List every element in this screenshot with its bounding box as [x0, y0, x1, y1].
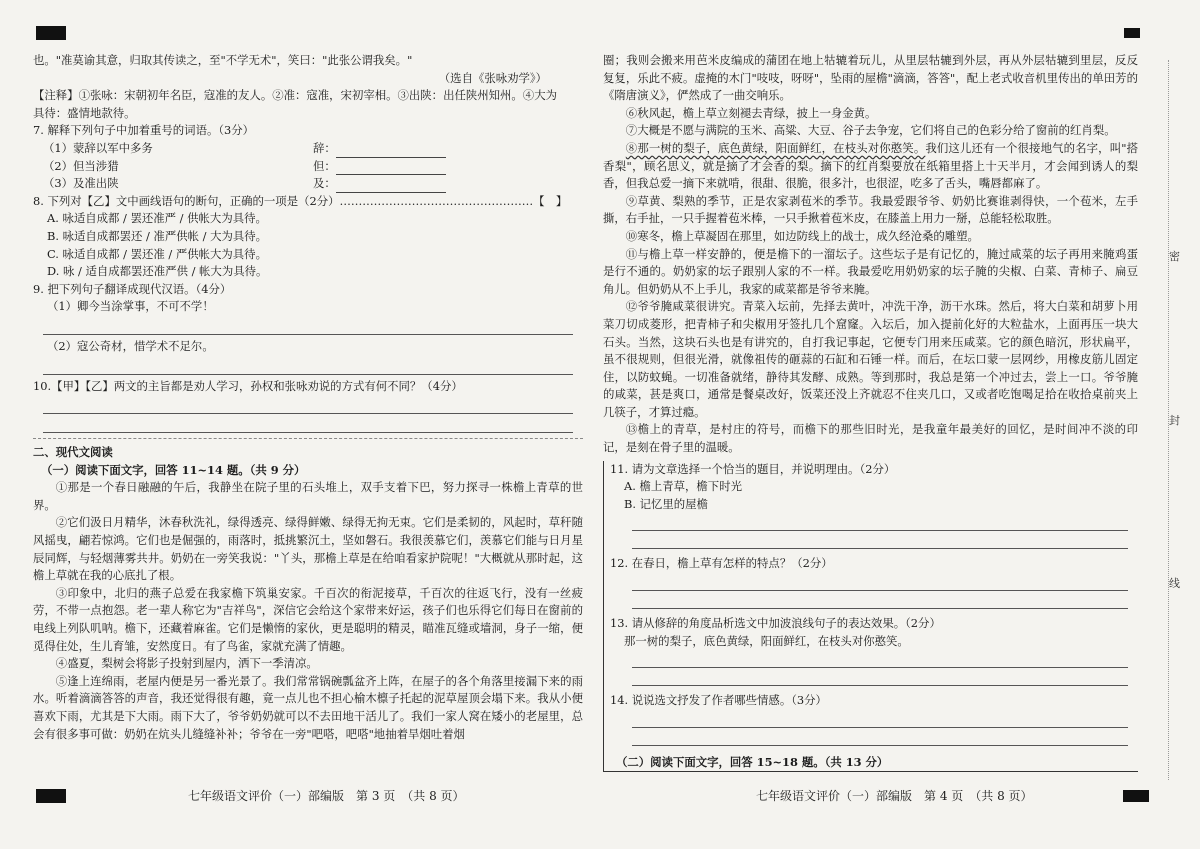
- answer-line[interactable]: [632, 671, 1128, 686]
- q7-item: [33, 140, 583, 158]
- answer-line[interactable]: [43, 399, 573, 414]
- paragraph-8-rest: 我们这儿还有一个很接地气的名字，叫"搭香梨"，顾名思义，就是摘了才会香的梨。摘下的红肖梨要放在纸箱里搭上十天半月，才会闻到诱人的梨香，但我总爱一摘下来就啃，很甜、很脆，很多汁，也很涩，吃多了舌头，嘴唇都麻了。: [603, 140, 1138, 191]
- passage-paragraph: 圈；我则会搬来用芭米皮编成的蒲团在地上牯辘着玩儿，从里层牯辘到外层，再从外层牯辘到里层，反反复复，乐此不疲。虚掩的木门"吱吱，呀呀"，坠雨的屋檐"滴滴，答答"，配上老式收音机里传出的单田芳的《隋唐演义》，俨然成了一曲交响乐。: [603, 53, 1138, 103]
- exam-page-3: [33, 52, 583, 780]
- question-7-title: 7. 解释下列句子中加着重号的词语。（3分）: [33, 123, 255, 138]
- q13-quote: 那一树的梨子，底色黄绿，阳面鲜红，在枝头对你憨笑。: [624, 633, 909, 648]
- binding-strip: [1145, 40, 1190, 800]
- note-line: 具待：盛情地款待。: [33, 105, 136, 120]
- question-14-title: 14. 说说选文抒发了作者哪些情感。（3分）: [610, 693, 827, 708]
- q8-option-b[interactable]: B. 咏适自成都罢还 / 准严供帐 / 大为具待。: [47, 228, 268, 243]
- question-8-title: 8. 下列对【乙】文中画线语句的断句，正确的一项是（2分）……………………………………………【 】: [33, 193, 568, 208]
- page-3-footer: 七年级语文评价（一）部编版 第 3 页 （共 8 页）: [188, 789, 465, 803]
- passage-paragraph-8: [603, 140, 1138, 193]
- wavy-underlined-sentence: ⑧那一树的梨子，底色黄绿，阳面鲜红，在枝头对你憨笑。: [625, 140, 926, 155]
- binding-char: 线: [1169, 577, 1180, 590]
- passage-paragraph: ⑬檐上的青草，是村庄的符号，而檐下的那些旧时光，是我童年最美好的回忆，是时间冲不淡的印记，是刻在骨子里的温暖。: [603, 422, 1138, 455]
- question-9-title: 9. 把下列句子翻译成现代汉语。（4分）: [33, 281, 232, 296]
- section-2-heading: 二、现代文阅读: [33, 445, 113, 460]
- answer-line[interactable]: [43, 418, 573, 433]
- registration-mark-top-right: [1124, 28, 1140, 38]
- answer-line[interactable]: [632, 534, 1128, 549]
- answer-line[interactable]: [632, 516, 1128, 531]
- exam-page-4: [603, 52, 1138, 780]
- answer-blank[interactable]: [336, 162, 446, 175]
- q11-option-b[interactable]: B. 记忆里的屋檐: [624, 496, 708, 511]
- passage-paragraph: ⑪与檐上草一样安静的，便是檐下的一溜坛子。这些坛子是有记忆的，腌过咸菜的坛子再用来腌鸡蛋是行不通的。奶奶家的坛子跟别人家的不一样。我最爱吃用奶奶家的坛子腌的尖椒、白菜、青柿子、扁豆角儿。但奶奶从不上手儿，我家的咸菜都是爷爷来腌。: [603, 246, 1138, 296]
- answer-line[interactable]: [632, 731, 1128, 746]
- question-13-title: 13. 请从修辞的角度品析选文中加波浪线句子的表达效果。（2分）: [610, 616, 941, 631]
- q9-sentence-1: （1）卿今当涂掌事，不可不学！: [47, 299, 214, 314]
- answer-blank[interactable]: [336, 145, 446, 158]
- section-divider: [33, 438, 583, 439]
- answer-line[interactable]: [43, 320, 573, 335]
- q8-option-a[interactable]: A. 咏适自成都 / 罢还准严 / 供帐大为具待。: [47, 211, 267, 226]
- passage-paragraph: ⑨草黄、梨熟的季节，正是农家剥苞米的季节。我最爱跟爷爷、奶奶比赛谁剥得快，一个苞米，左手撕，右手扯，一只手握着苞米棒，一只手揪着苞米皮，在膝盖上用力一掰，总能轻松取胜。: [603, 193, 1138, 226]
- q9-sentence-2: （2）寇公奇材，惜学术不足尔。: [47, 338, 214, 353]
- q7-word: 及：: [313, 176, 336, 191]
- answer-blank[interactable]: [336, 180, 446, 193]
- question-12-title: 12. 在春日，檐上草有怎样的特点？（2分）: [610, 556, 833, 571]
- q7-item: [33, 175, 583, 193]
- subsection-1-heading: （一）阅读下面文字，回答 11~14 题。（共 9 分）: [41, 462, 306, 477]
- answer-line[interactable]: [632, 713, 1128, 728]
- q7-sentence: （2）但当涉猎: [43, 158, 119, 173]
- question-10-title: 10.【甲】【乙】两文的主旨都是劝人学习，孙权和张咏劝说的方式有何不同？（4分）: [33, 378, 463, 393]
- answer-line[interactable]: [632, 576, 1128, 591]
- q7-word: 辞：: [313, 140, 336, 155]
- passage-paragraph: ④盛夏，梨树会将影子投射到屋内，洒下一季清凉。: [55, 656, 318, 671]
- passage-paragraph: ①那是一个春日融融的午后，我静坐在院子里的石头堆上，双手支着下巴，努力探寻一株檐上青草的世界。: [33, 480, 583, 512]
- passage-paragraph: ②它们汲日月精华，沐春秋洗礼，绿得透亮、绿得鲜嫩、绿得无拘无束。它们是柔韧的，风起时，草秆随风摇曳，翩若惊鸿。它们也是倔强的，雨落时，抵挑繁沉土，坚如磐石。我很羡慕它们，羡慕它们能与日月星辰同辉，与轻烟薄雾共井。奶奶在一旁笑我说："丫头，那檐上草是在给咱看家护院呢！"大概就从那时起，这檐上草就在我的心底扎了根。: [33, 515, 583, 583]
- answer-line[interactable]: [632, 653, 1128, 668]
- q8-option-d[interactable]: D. 咏 / 适自成都罢还准严供 / 帐大为具待。: [47, 264, 268, 279]
- passage-paragraph: ⑤逢上连绵雨，老屋内便是另一番光景了。我们常常锅碗瓢盆齐上阵，在屋子的各个角落里接漏下来的雨水。听着滴滴答答的声音，我还觉得很有趣，竟一点儿也不担心榆木檩子托起的泥草屋顶会塌下来。我从小便喜欢下雨，尤其是下大雨。雨下大了，爷爷奶奶就可以不去田地干活儿了。我们一家人窝在矮小的老屋里，总会有很多事可做：奶奶在炕头儿缝缝补补；爷爷在一旁"吧嗒，吧嗒"地抽着旱烟吐着烟: [33, 673, 583, 741]
- subsection-2-heading: （二）阅读下面文字，回答 15~18 题。（共 13 分）: [616, 754, 889, 769]
- passage-end-line: 也。"准莫谕其意，归取其传读之，至"不学无术"，笑曰："此张公谓我矣。": [33, 53, 413, 67]
- passage-paragraph: ⑦大概是不愿与满院的玉米、高粱、大豆、谷子去争宠，它们将自己的色彩分给了窗前的红肖梨。: [625, 123, 1116, 138]
- binding-char: 封: [1169, 414, 1180, 427]
- source-citation: （选自《张咏劝学》）: [438, 70, 547, 85]
- answer-line[interactable]: [43, 360, 573, 375]
- answer-line[interactable]: [632, 594, 1128, 609]
- q7-sentence: （1）蒙辞以军中多务: [43, 140, 153, 155]
- binding-char: 密: [1169, 250, 1180, 263]
- passage-paragraph: ⑩寒冬，檐上草凝固在那里，如边防线上的战士，成久经沧桑的雕塑。: [625, 228, 979, 243]
- passage-paragraph: ⑫爷爷腌咸菜很讲究。青菜入坛前，先择去黄叶，冲洗干净，沥干水珠。然后，将大白菜和胡萝卜用菜刀切成菱形，把青柿子和尖椒用牙签扎几个窟窿。入坛后，加入提前化好的大粒盐水，上面再压一块大石头。当然，这块石头也是有讲究的，自打我记事起，它便专门用来压咸菜。它的颜色暗沉，形状扁平，虽不很规则，但很光滑，就像祖传的砸蒜的石缸和石锤一样。而后，在坛口蒙一层网纱，用橡皮筋儿固定住，以防蚊蝇。一切准备就绪，静待其发酵、成熟。等到那时，我总是第一个冲过去，尝上一口。爷爷腌的咸菜，甚是爽口，通常是餐桌改好，饭菜还没上齐就忍不住夹几口，又或者吃饱喝足拾在收拾桌前夹上几筷子，才算过瘾。: [603, 299, 1138, 419]
- q11-option-a[interactable]: A. 檐上青草，檐下时光: [624, 479, 742, 494]
- registration-mark-top-left: [36, 26, 66, 40]
- registration-mark-bottom-left: [36, 789, 66, 803]
- note-line: 【注释】①张咏：宋朝初年名臣，寇准的友人。②准：寇准，宋初宰相。③出陕：出任陕州知州。④大为: [33, 88, 557, 103]
- q7-item: [33, 158, 583, 176]
- page-4-footer: 七年级语文评价（一）部编版 第 4 页 （共 8 页）: [756, 789, 1033, 803]
- q7-word: 但：: [313, 158, 336, 173]
- passage-paragraph: ③印象中，北归的燕子总爱在我家檐下筑巢安家。千百次的衔泥接草，千百次的往返飞行，没有一丝疲劳，不带一点抱怨。老一辈人称它为"吉祥鸟"，深信它会给这个家带来好运，孩子们也乐得它们每日在窗前的电线上列队叽呐。檐下，还藏着麻雀。它们是懒惰的家伙，更是聪明的精灵，瞄准瓦缝或墙洞，身子一缩，便觅得住处，生儿育雏，安然度日。有了鸟雀，家就充满了情趣。: [33, 585, 583, 653]
- q7-sentence: （3）及准出陕: [43, 176, 119, 191]
- passage-paragraph: ⑥秋风起，檐上草立刻褪去青绿，披上一身金黄。: [625, 105, 877, 120]
- question-11-title: 11. 请为文章选择一个恰当的题目，并说明理由。（2分）: [610, 461, 896, 476]
- q8-option-c[interactable]: C. 咏适自成都 / 罢还准 / 严供帐大为具待。: [47, 246, 267, 261]
- questions-box: [603, 461, 1138, 773]
